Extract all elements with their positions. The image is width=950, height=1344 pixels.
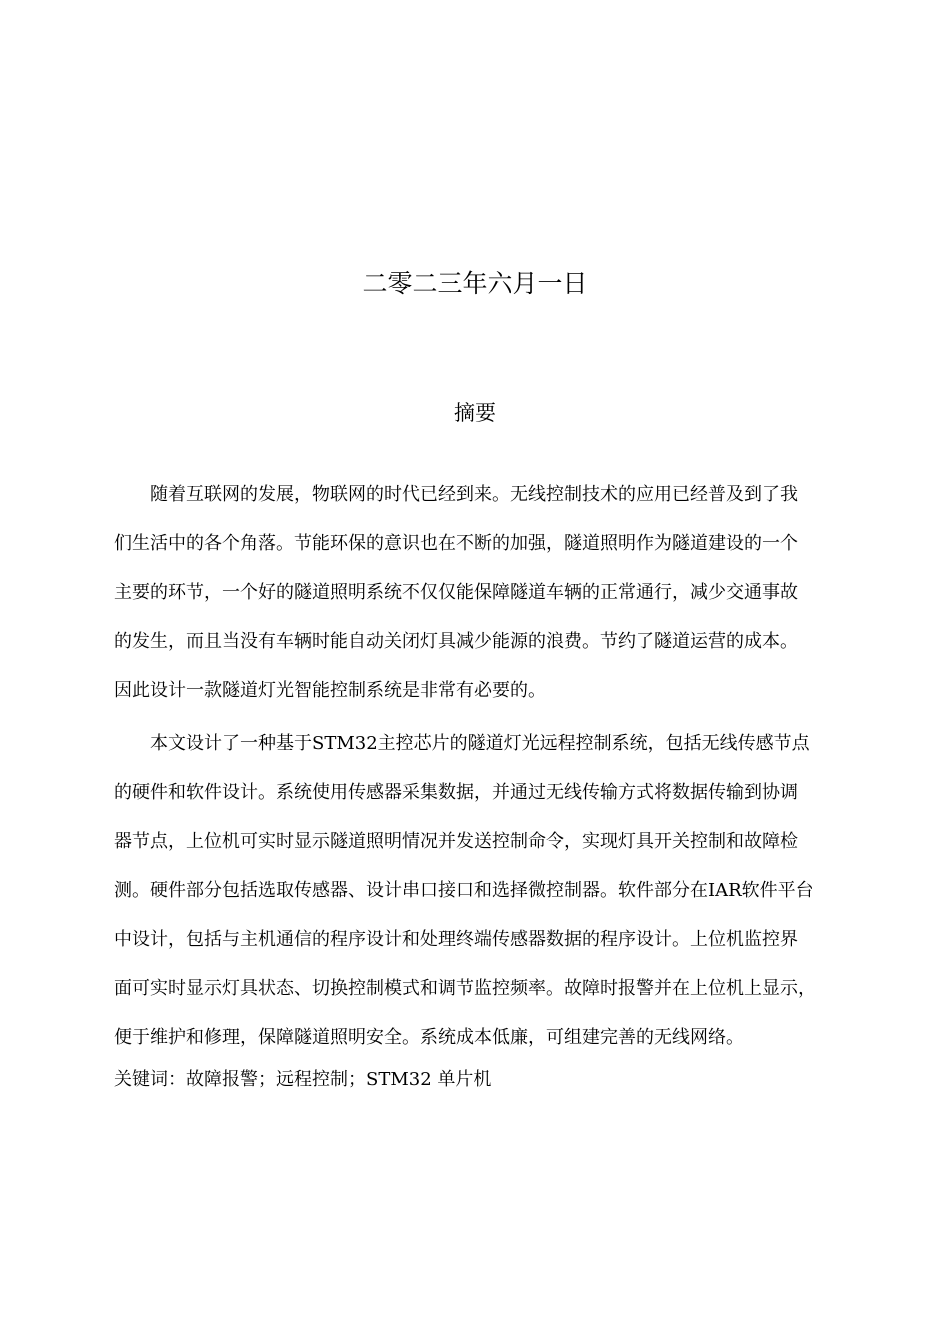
paragraph-line: 测。硬件部分包括选取传感器、设计串口接口和选择微控制器。软件部分在IAR软件平台 <box>114 880 814 901</box>
paragraph-line: 们生活中的各个角落。节能环保的意识也在不断的加强，隧道照明作为隧道建设的一个 <box>114 533 798 554</box>
paragraph-line: 器节点，上位机可实时显示隧道照明情况并发送控制命令，实现灯具开关控制和故障检 <box>114 831 798 852</box>
paragraph-line: 中设计，包括与主机通信的程序设计和处理终端传感器数据的程序设计。上位机监控界 <box>114 929 798 950</box>
paragraph-line: 面可实时显示灯具状态、切换控制模式和调节监控频率。故障时报警并在上位机上显示， <box>114 978 816 999</box>
paragraph-line: 随着互联网的发展，物联网的时代已经到来。无线控制技术的应用已经普及到了我 <box>114 484 798 505</box>
paragraph-line: 的发生，而且当没有车辆时能自动关闭灯具减少能源的浪费。节约了隧道运营的成本。 <box>114 631 798 652</box>
document-date: 二零二三年六月一日 <box>362 269 588 298</box>
paragraph-line: 因此设计一款隧道灯光智能控制系统是非常有必要的。 <box>114 680 546 701</box>
keywords-value: 故障报警；远程控制；STM32 单片机 <box>186 1069 492 1090</box>
paragraph-line: 本文设计了一种基于STM32主控芯片的隧道灯光远程控制系统，包括无线传感节点 <box>114 733 810 754</box>
keywords-label: 关键词： <box>114 1069 186 1090</box>
keywords-line <box>114 1065 491 1095</box>
paragraph-line: 便于维护和修理，保障隧道照明安全。系统成本低廉，可组建完善的无线网络。 <box>114 1027 744 1048</box>
paragraph-line: 主要的环节，一个好的隧道照明系统不仅仅能保障隧道车辆的正常通行，减少交通事故 <box>114 582 798 603</box>
abstract-heading: 摘要 <box>454 401 496 425</box>
paragraph-line: 的硬件和软件设计。系统使用传感器采集数据，并通过无线传输方式将数据传输到协调 <box>114 782 798 803</box>
